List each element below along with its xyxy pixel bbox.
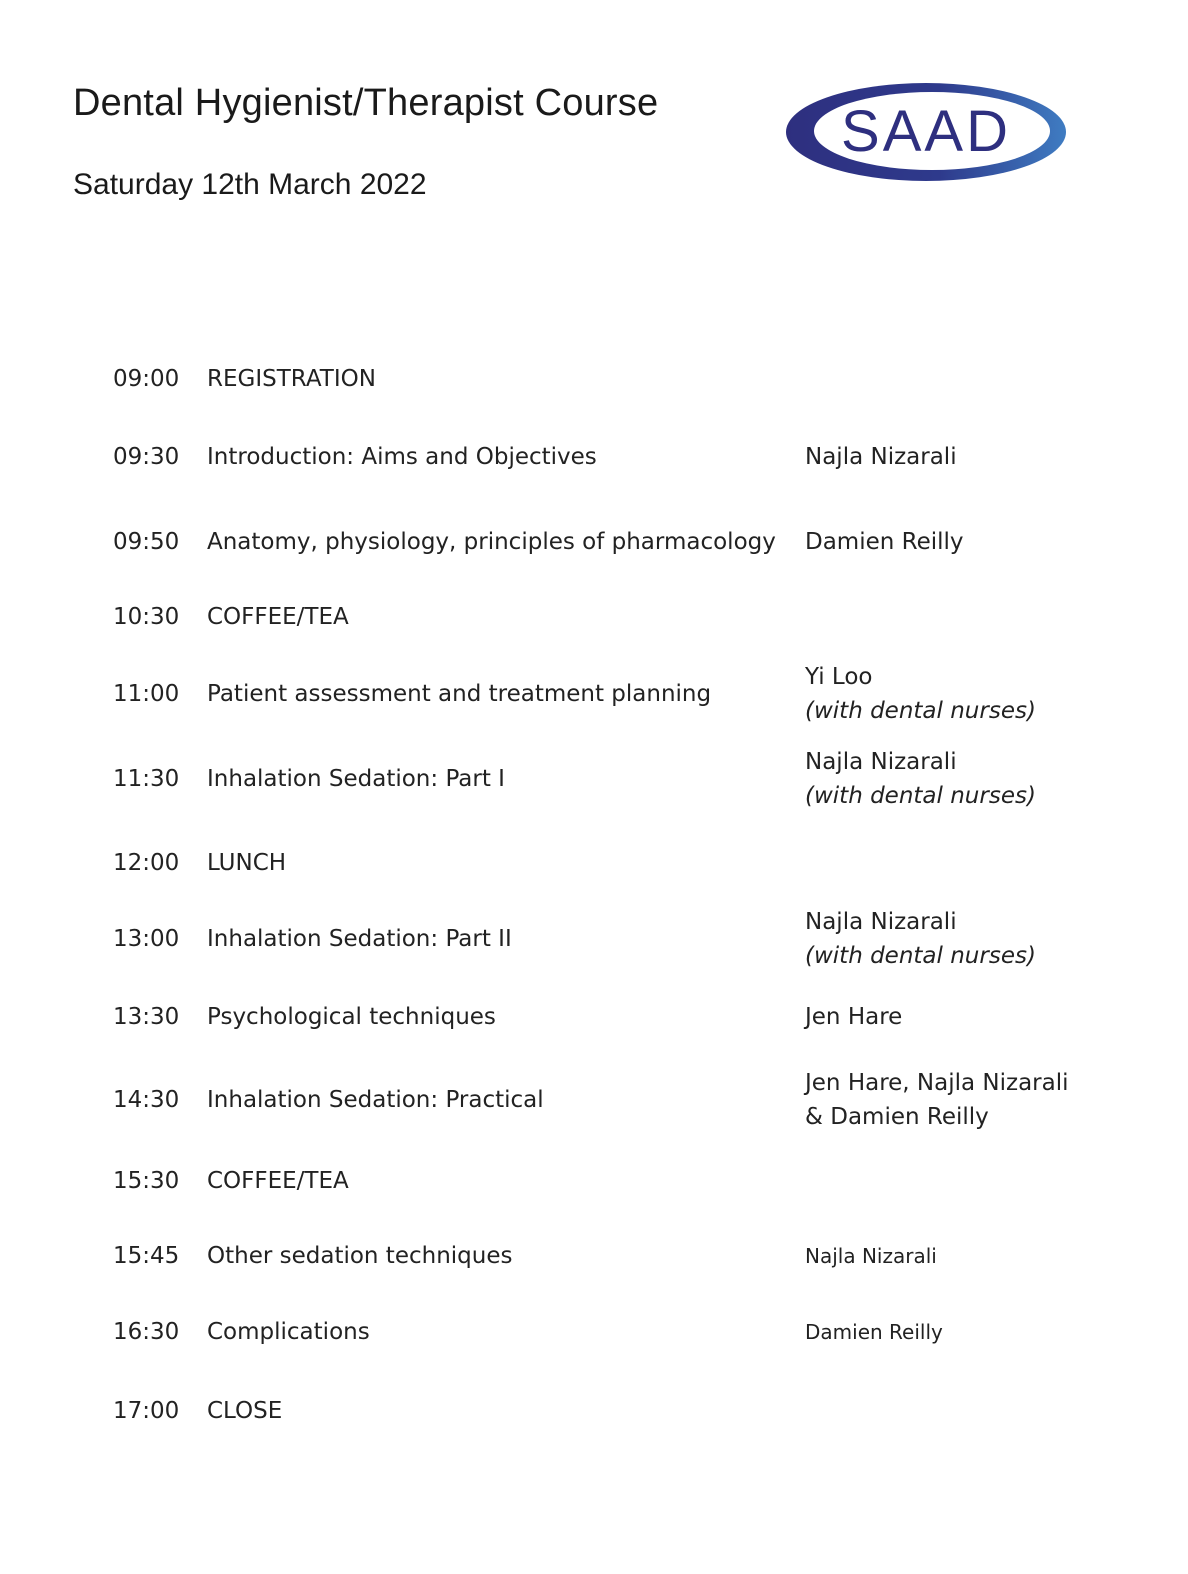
schedule-row (0, 1070, 1188, 1167)
session-title: LUNCH (207, 850, 287, 876)
session-title: COFFEE/TEA (207, 604, 349, 630)
session-title: Inhalation Sedation: Part I (207, 766, 505, 792)
speaker-note: (with dental nurses) (805, 783, 1036, 809)
session-title: Anatomy, physiology, principles of pharmacology (207, 529, 776, 555)
session-time: 10:30 (113, 604, 180, 630)
session-time: 11:00 (113, 681, 180, 707)
schedule-row (0, 749, 1188, 846)
session-time: 14:30 (113, 1087, 180, 1113)
session-time: 17:00 (113, 1398, 180, 1424)
session-time: 15:45 (113, 1243, 180, 1269)
session-time: 16:30 (113, 1319, 180, 1345)
session-speaker: Damien Reilly (805, 529, 964, 555)
session-time: 11:30 (113, 766, 180, 792)
session-title: COFFEE/TEA (207, 1168, 349, 1194)
speaker-note: (with dental nurses) (805, 943, 1036, 969)
speaker-name: Yi Loo (805, 664, 873, 690)
session-title: Inhalation Sedation: Part II (207, 926, 512, 952)
session-speaker (805, 745, 1036, 813)
session-time: 13:00 (113, 926, 180, 952)
schedule-row (0, 1243, 1188, 1323)
speaker-name-continued: & Damien Reilly (805, 1104, 989, 1130)
schedule-row (0, 444, 1188, 524)
speaker-note: (with dental nurses) (805, 698, 1036, 724)
saad-logo (782, 80, 1070, 184)
session-title: Complications (207, 1319, 370, 1345)
session-speaker (805, 660, 1036, 728)
session-title: CLOSE (207, 1398, 283, 1424)
course-date: Saturday 12th March 2022 (73, 168, 427, 201)
speaker-name: Jen Hare, Najla Nizarali (805, 1070, 1069, 1096)
session-time: 09:30 (113, 444, 180, 470)
session-speaker: Damien Reilly (805, 1320, 943, 1344)
session-speaker: Jen Hare (805, 1004, 903, 1030)
speaker-name: Najla Nizarali (805, 749, 957, 775)
session-time: 12:00 (113, 850, 180, 876)
session-time: 13:30 (113, 1004, 180, 1030)
session-title: Inhalation Sedation: Practical (207, 1087, 544, 1113)
schedule-row (0, 1398, 1188, 1478)
schedule-row (0, 529, 1188, 609)
schedule-row (0, 909, 1188, 1006)
course-title: Dental Hygienist/Therapist Course (73, 82, 659, 124)
schedule-row (0, 1319, 1188, 1399)
session-time: 09:50 (113, 529, 180, 555)
schedule-row (0, 366, 1188, 446)
session-title: REGISTRATION (207, 366, 376, 392)
schedule-row (0, 1168, 1188, 1248)
session-title: Other sedation techniques (207, 1243, 513, 1269)
session-title: Introduction: Aims and Objectives (207, 444, 597, 470)
session-title: Psychological techniques (207, 1004, 496, 1030)
session-time: 09:00 (113, 366, 180, 392)
session-speaker: Najla Nizarali (805, 444, 957, 470)
session-speaker (805, 1066, 1069, 1134)
session-title: Patient assessment and treatment planning (207, 681, 712, 707)
session-speaker: Najla Nizarali (805, 1244, 937, 1268)
logo-text: SAAD (841, 99, 1011, 164)
speaker-name: Najla Nizarali (805, 909, 957, 935)
session-speaker (805, 905, 1036, 973)
session-time: 15:30 (113, 1168, 180, 1194)
